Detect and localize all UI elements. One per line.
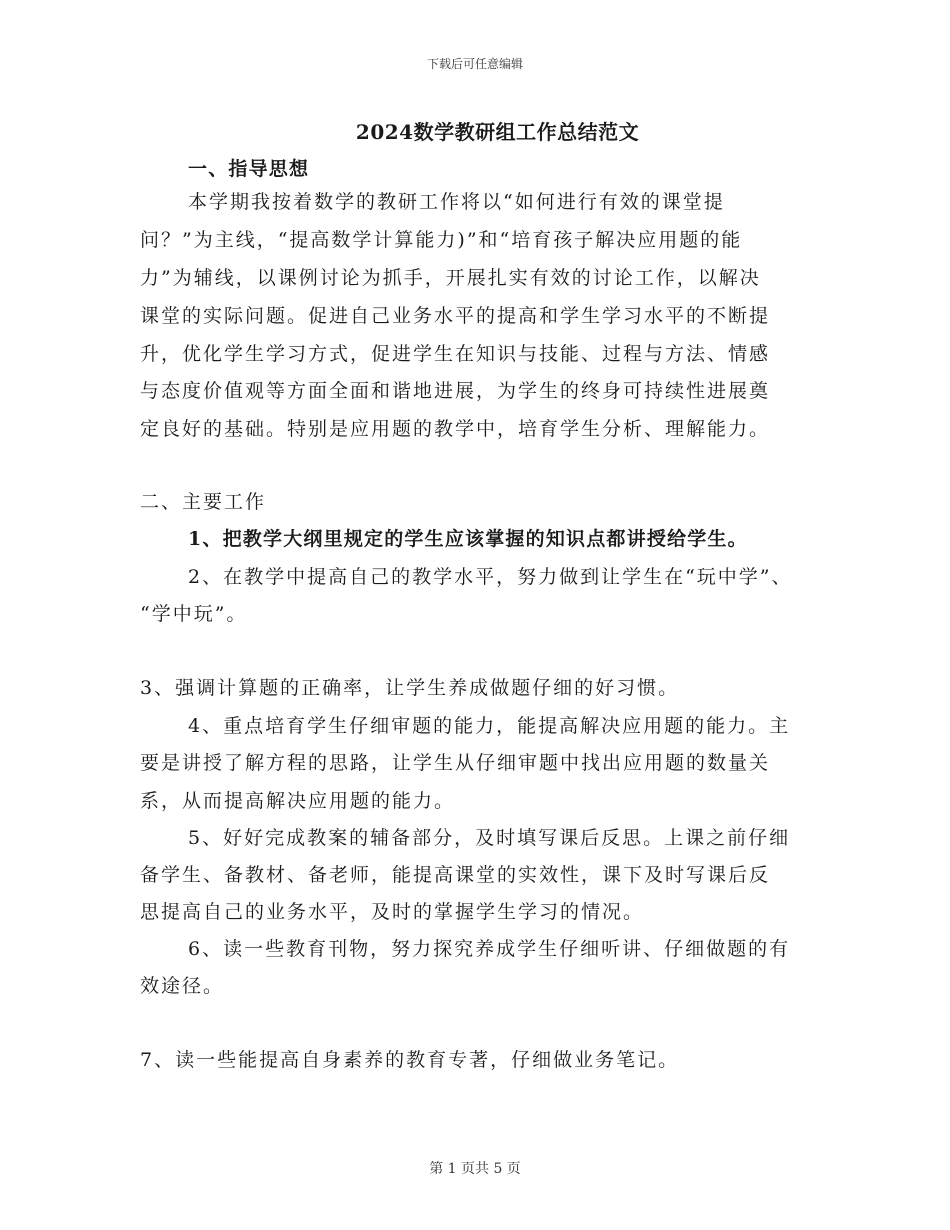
paragraph-line: 力”为辅线，以课例讨论为抓手，开展扎实有效的讨论工作，以解决	[140, 267, 761, 289]
work-item-2-line: “学中玩”。	[140, 603, 248, 625]
work-item-4-line: 系，从而提高解决应用题的能力。	[140, 790, 456, 812]
work-item-5-line: 备学生、备教材、备老师，能提高课堂的实效性，课下及时写课后反	[140, 864, 771, 886]
section-heading-guiding-ideology: 一、指导思想	[188, 158, 310, 180]
page-footer: 第 1 页共 5 页	[429, 1161, 521, 1177]
work-item-4-line: 4、重点培育学生仔细审题的能力，能提高解决应用题的能力。主	[188, 715, 791, 737]
paragraph-line: 问？”为主线，“提高数学计算能力)”和“培育孩子解决应用题的能	[140, 229, 743, 251]
work-item-5-line: 思提高自己的业务水平，及时的掌握学生学习的情况。	[140, 901, 645, 923]
page-header: 下载后可任意编辑	[426, 57, 523, 71]
work-item-2-line: 2、在教学中提高自己的教学水平，努力做到让学生在“玩中学”、	[188, 566, 793, 588]
work-item-1: 1、把教学大纲里规定的学生应该掌握的知识点都讲授给学生。	[188, 528, 748, 550]
work-item-7: 7、读一些能提高自身素养的教育专著，仔细做业务笔记。	[140, 1049, 680, 1071]
work-item-3: 3、强调计算题的正确率，让学生养成做题仔细的好习惯。	[140, 677, 680, 699]
section-heading-main-work: 二、主要工作	[140, 491, 267, 513]
work-item-6-line: 效途径。	[140, 975, 225, 997]
work-item-6-line: 6、读一些教育刊物，努力探究养成学生仔细听讲、仔细做题的有	[188, 938, 791, 960]
work-item-5-line: 5、好好完成教案的辅备部分，及时填写课后反思。上课之前仔细	[188, 827, 791, 849]
paragraph-line: 定良好的基础。特别是应用题的教学中，培育学生分析、理解能力。	[140, 418, 771, 440]
paragraph-line: 升，优化学生学习方式，促进学生在知识与技能、过程与方法、情感	[140, 343, 771, 365]
paragraph-line: 与态度价值观等方面全面和谐地进展，为学生的终身可持续性进展奠	[140, 380, 771, 402]
document-title: 2024数学教研组工作总结范文	[355, 120, 640, 144]
paragraph-line: 课堂的实际问题。促进自己业务水平的提高和学生学习水平的不断提	[140, 305, 771, 327]
work-item-4-line: 要是讲授了解方程的思路，让学生从仔细审题中找出应用题的数量关	[140, 752, 771, 774]
paragraph-line: 本学期我按着数学的教研工作将以“如何进行有效的课堂提	[188, 191, 725, 213]
